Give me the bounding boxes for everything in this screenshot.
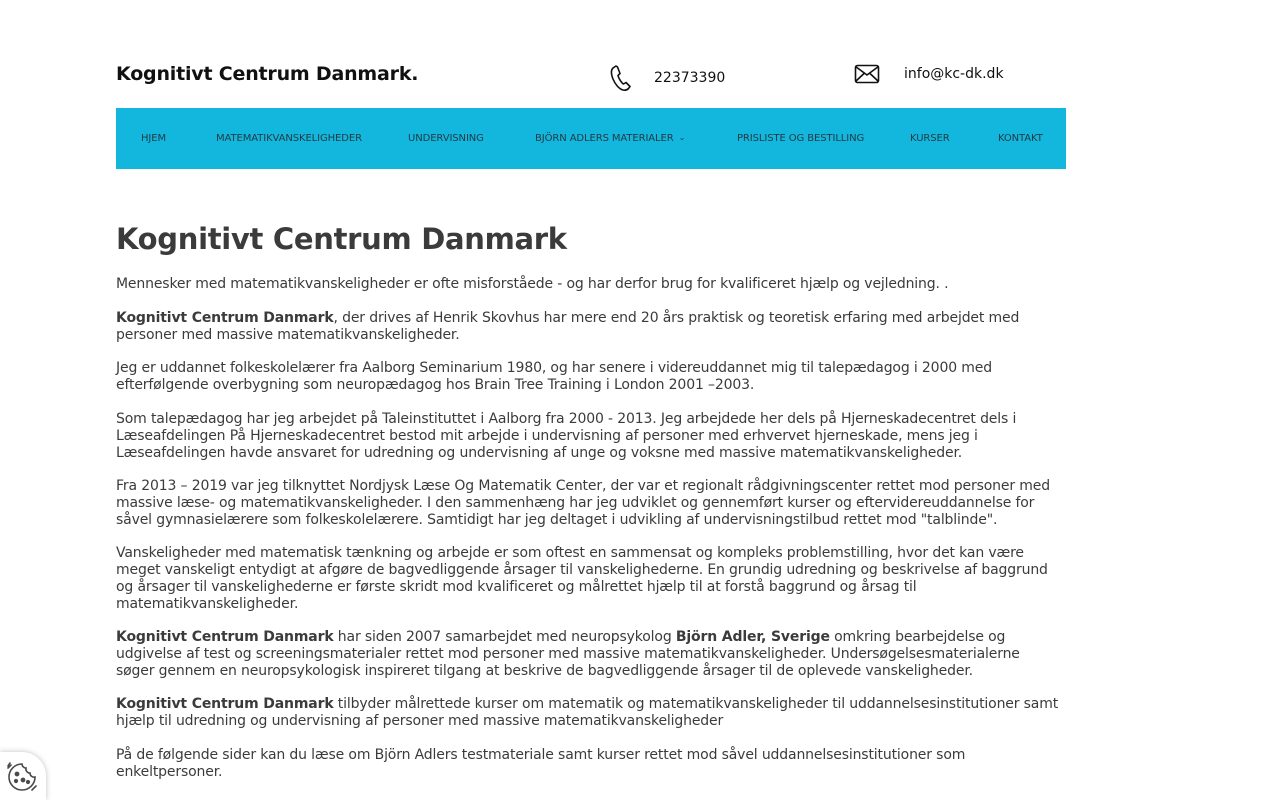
nav-item-undervisning[interactable]: UNDERVISNING <box>408 133 484 144</box>
phone-icon <box>610 64 632 92</box>
nav-item-kontakt[interactable]: KONTAKT <box>998 133 1043 144</box>
email-address[interactable]: info@kc-dk.dk <box>904 66 1004 82</box>
paragraph-speech-therapist: Som talepædagog har jeg arbejdet på Taleinstituttet i Aalborg fra 2000 - 2013. Jeg arbejdede her dels på Hjerneskadecentret dels i Læseafdelingen På Hjerneskadecentret bestod mit arbejde i undervisning af personer med erhvervet hjerneskade, mens jeg i Læseafdelingen havde ansvaret for udredning og undervisning af unge og voksne med massive matematikvanskeligheder. <box>116 411 1017 461</box>
paragraph-difficulties: Vanskeligheder med matematisk tænkning og arbejde er som oftest en sammensat og kompleks problemstilling, hvor det kan være meget vanskeligt entydigt at afgøre de bagvedliggende årsager til vanskelighederne. En grundig udredning og beskrivelse af baggrund og årsager til vanskelighederne er første skridt mod kvalificeret og målrettet hjælp til at forstå baggrund og årsag til matematikvanskeligheder. <box>116 545 1048 612</box>
page-title: Kognitivt Centrum Danmark <box>116 222 567 256</box>
envelope-icon <box>854 64 880 84</box>
main-navigation <box>116 108 1066 169</box>
bold-person-name: Björn Adler, Sverige <box>675 629 830 645</box>
paragraph-text: har siden 2007 samarbejdet med neuropsykolog <box>333 629 676 645</box>
nav-item-prisliste-og-bestilling[interactable]: PRISLISTE OG BESTILLING <box>737 133 865 144</box>
bold-company-name: Kognitivt Centrum Danmark <box>116 696 334 712</box>
site-logo[interactable]: Kognitivt Centrum Danmark. <box>116 63 419 85</box>
nav-item-hjem[interactable]: HJEM <box>141 133 167 144</box>
phone-number[interactable]: 22373390 <box>654 70 726 86</box>
paragraph-about <box>116 310 1061 344</box>
phone-contact[interactable] <box>610 64 725 92</box>
paragraph-center: Fra 2013 – 2019 var jeg tilknyttet Nordjysk Læse Og Matematik Center, der var et regionalt rådgivningscenter rettet mod personer med massive læse- og matematikvanskeligheder. I den sammenhæng har jeg udviklet og gennemført kurser og eftervidereuddannelse for såvel gymnasielærere som folkeskolelærere. Samtidigt har jeg deltaget i udvikling af undervisningstilbud rettet mod "talblinde". <box>116 478 1050 528</box>
chevron-down-icon: ⌄ <box>678 133 686 142</box>
nav-item-matematikvanskeligheder[interactable]: MATEMATIKVANSKELIGHEDER <box>216 133 362 144</box>
paragraph-courses <box>116 696 1061 730</box>
paragraph-text: omkring bearbejdelse og udgivelse af test og screeningsmaterialer rettet mod personer med massive matematikvanskeligheder. Undersøgelsesmaterialerne søger gennem en neuropsykologisk inspireret tilgang at beskrive de bagvedliggende årsager til de oplevede vanskeligheder. <box>116 629 1020 679</box>
cookie-settings-button[interactable] <box>0 752 46 800</box>
paragraph-text: tilbyder målrettede kurser om matematik og matematikvanskeligheder til uddannelsesinstitutioner samt hjælp til udredning og undervisning af personer med massive matematikvanskeligheder <box>116 696 1059 729</box>
site-header <box>116 58 1066 98</box>
paragraph-text: , der drives af Henrik Skovhus har mere end 20 års praktisk og teoretisk erfaring med arbejdet med personer med massive matematikvanskeligheder. <box>116 310 1020 343</box>
nav-item-bjorn-adlers-materialer[interactable] <box>535 108 685 169</box>
email-contact[interactable] <box>854 64 1004 84</box>
bold-company-name: Kognitivt Centrum Danmark <box>116 310 334 326</box>
paragraph-following-pages: På de følgende sider kan du læse om Björn Adlers testmateriale samt kurser rettet mod såvel uddannelsesinstitutioner som enkeltpersoner. <box>116 747 966 780</box>
nav-item-label: BJÖRN ADLERS MATERIALER <box>535 133 674 144</box>
intro-paragraph: Mennesker med matematikvanskeligheder er ofte misforståede - og har derfor brug for kvalificeret hjælp og vejledning. . <box>116 276 949 292</box>
paragraph-collaboration <box>116 629 1061 680</box>
paragraph-education: Jeg er uddannet folkeskolelærer fra Aalborg Seminarium 1980, og har senere i videreuddannet mig til talepædagog i 2000 med efterfølgende overbygning som neuropædagog hos Brain Tree Training i London 2001 –2003. <box>116 360 992 393</box>
bold-company-name: Kognitivt Centrum Danmark <box>116 629 334 645</box>
nav-item-kurser[interactable]: KURSER <box>910 133 950 144</box>
main-content <box>116 222 1061 780</box>
